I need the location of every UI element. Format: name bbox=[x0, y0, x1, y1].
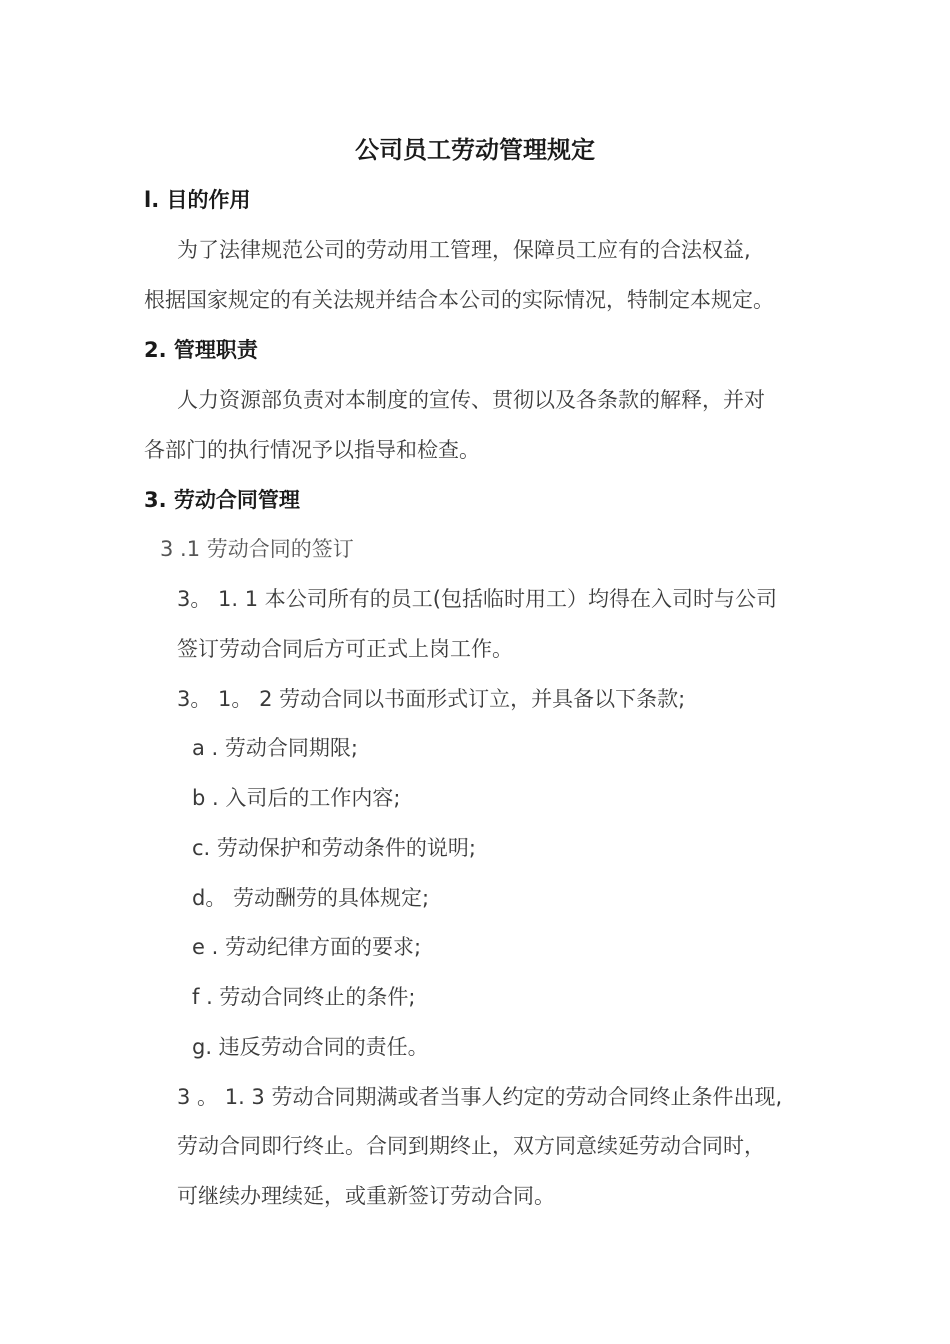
list-item: c. 劳动保护和劳动条件的说明; bbox=[192, 836, 476, 860]
clause-line: 3。 1. 1 本公司所有的员工(包括临时用工）均得在入司时与公司 bbox=[177, 587, 777, 611]
paragraph-line: 根据国家规定的有关法规并结合本公司的实际情况，特制定本规定。 bbox=[144, 288, 774, 312]
clause-line: 劳动合同即行终止。合同到期终止，双方同意续延劳动合同时， bbox=[177, 1134, 765, 1158]
subsection-heading: 3 .1 劳动合同的签订 bbox=[160, 537, 354, 561]
list-item: a . 劳动合同期限; bbox=[192, 736, 358, 760]
paragraph-line: 各部门的执行情况予以指导和检查。 bbox=[144, 438, 480, 462]
paragraph-line: 人力资源部负责对本制度的宣传、贯彻以及各条款的解释，并对 bbox=[177, 388, 765, 412]
section-heading-duties: 2. 管理职责 bbox=[144, 338, 258, 362]
list-item: d。 劳动酬劳的具体规定; bbox=[192, 886, 430, 910]
list-item: b . 入司后的工作内容; bbox=[192, 786, 401, 810]
paragraph-line: 为了法律规范公司的劳动用工管理，保障员工应有的合法权益, bbox=[177, 238, 751, 262]
clause-line: 可继续办理续延，或重新签订劳动合同。 bbox=[177, 1184, 555, 1208]
document-title: 公司员工劳动管理规定 bbox=[355, 136, 595, 164]
section-heading-contract: 3. 劳动合同管理 bbox=[144, 488, 300, 512]
clause-line: 签订劳动合同后方可正式上岗工作。 bbox=[177, 637, 513, 661]
section-heading-purpose: l. 目的作用 bbox=[144, 188, 251, 212]
clause-line: 3 。 1. 3 劳动合同期满或者当事人约定的劳动合同终止条件出现, bbox=[177, 1085, 783, 1109]
clause-line: 3。 1。 2 劳动合同以书面形式订立，并具备以下条款; bbox=[177, 687, 686, 711]
list-item: f . 劳动合同终止的条件; bbox=[192, 985, 416, 1009]
list-item: e . 劳动纪律方面的要求; bbox=[192, 935, 422, 959]
list-item: g. 违反劳动合同的责任。 bbox=[192, 1035, 429, 1059]
